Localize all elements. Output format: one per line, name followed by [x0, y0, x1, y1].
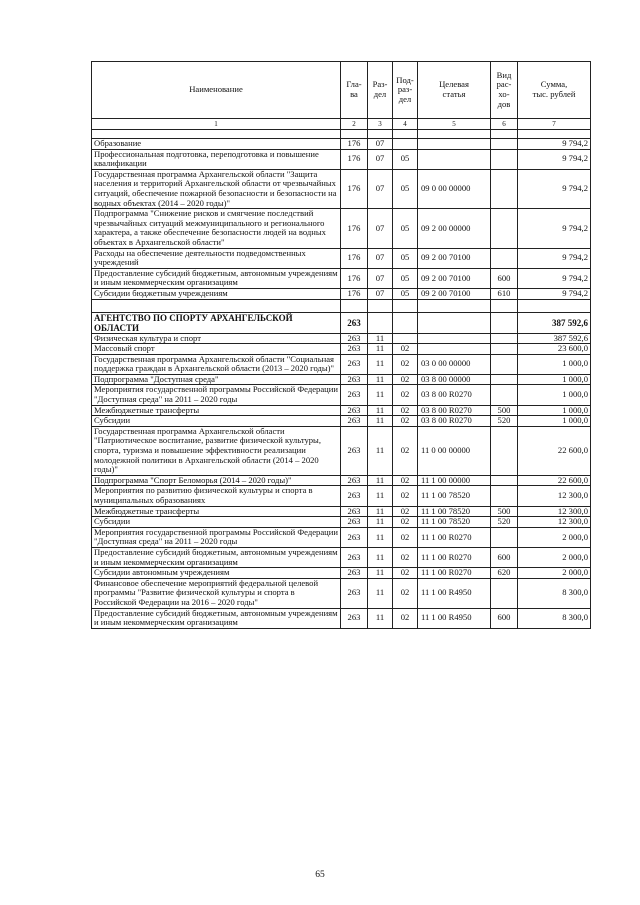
row-exptype-cell [491, 209, 518, 248]
row-chapter-cell: 263 [341, 385, 368, 405]
table-row [92, 547, 591, 567]
row-section-cell: 11 [368, 385, 393, 405]
row-chapter-cell: 176 [341, 209, 368, 248]
row-target-cell [418, 333, 491, 344]
header-expense-type: Вид рас- хо- дов [491, 62, 518, 119]
row-sum-cell: 9 794,2 [518, 288, 591, 299]
table-row [92, 416, 591, 427]
row-sum-cell: 1 000,0 [518, 405, 591, 416]
row-sum-cell: 22 600,0 [518, 475, 591, 486]
row-subsection-cell: 02 [393, 547, 418, 567]
table-row [92, 248, 591, 268]
row-exptype-cell: 520 [491, 517, 518, 528]
row-target-cell: 03 0 00 00000 [418, 354, 491, 374]
column-number: 1 [92, 119, 341, 130]
table-row [92, 288, 591, 299]
row-chapter-cell: 263 [341, 578, 368, 608]
row-section-cell: 11 [368, 354, 393, 374]
table-row [92, 517, 591, 528]
table-row [92, 426, 591, 475]
header-section: Раз- дел [368, 62, 393, 119]
empty-cell [368, 299, 393, 312]
row-name-cell: Массовый спорт [92, 344, 341, 355]
table-row [92, 568, 591, 579]
budget-table [91, 61, 591, 629]
row-name-cell: Мероприятия государственной программы Российской Федерации "Доступная среда" на 2011 – 2020 годы [92, 527, 341, 547]
agency-row [92, 312, 591, 333]
empty-cell [368, 130, 393, 139]
empty-cell [341, 130, 368, 139]
row-exptype-cell: 610 [491, 288, 518, 299]
row-chapter-cell: 176 [341, 268, 368, 288]
row-section-cell: 07 [368, 248, 393, 268]
row-target-cell: 11 0 00 00000 [418, 426, 491, 475]
row-section-cell: 11 [368, 578, 393, 608]
row-subsection-cell: 02 [393, 385, 418, 405]
row-sum-cell: 9 794,2 [518, 248, 591, 268]
row-target-cell: 09 2 00 70100 [418, 268, 491, 288]
row-section-cell: 07 [368, 268, 393, 288]
row-chapter-cell: 263 [341, 374, 368, 385]
row-subsection-cell: 05 [393, 288, 418, 299]
row-name-cell: Образование [92, 139, 341, 150]
row-sum-cell: 23 600,0 [518, 344, 591, 355]
row-target-cell: 03 8 00 R0270 [418, 385, 491, 405]
row-name-cell: Межбюджетные трансферты [92, 405, 341, 416]
row-chapter-cell: 263 [341, 416, 368, 427]
row-section-cell: 11 [368, 568, 393, 579]
row-chapter-cell: 263 [341, 344, 368, 355]
header-name: Наименование [92, 62, 341, 119]
row-exptype-cell [491, 169, 518, 208]
row-exptype-cell [491, 385, 518, 405]
row-subsection-cell: 02 [393, 354, 418, 374]
table-row [92, 354, 591, 374]
empty-cell [491, 130, 518, 139]
row-section-cell: 11 [368, 547, 393, 567]
row-subsection-cell: 02 [393, 578, 418, 608]
row-name-cell: Профессиональная подготовка, переподготовка и повышение квалификации [92, 149, 341, 169]
row-target-cell [418, 149, 491, 169]
row-section-cell: 11 [368, 405, 393, 416]
row-target-cell [418, 139, 491, 150]
row-chapter-cell: 176 [341, 288, 368, 299]
row-chapter-cell: 263 [341, 475, 368, 486]
spacer-row [92, 299, 591, 312]
agency-chapter-cell: 263 [341, 312, 368, 333]
row-target-cell [418, 344, 491, 355]
row-sum-cell: 2 000,0 [518, 568, 591, 579]
row-subsection-cell: 02 [393, 527, 418, 547]
row-subsection-cell: 02 [393, 608, 418, 628]
table-row [92, 169, 591, 208]
row-chapter-cell: 263 [341, 333, 368, 344]
page-number: 65 [315, 870, 325, 880]
row-section-cell: 11 [368, 475, 393, 486]
empty-cell [491, 312, 518, 333]
row-exptype-cell [491, 354, 518, 374]
column-number: 4 [393, 119, 418, 130]
row-chapter-cell: 263 [341, 547, 368, 567]
row-sum-cell: 12 300,0 [518, 517, 591, 528]
row-subsection-cell [393, 333, 418, 344]
row-exptype-cell [491, 344, 518, 355]
empty-cell [518, 299, 591, 312]
row-name-cell: Субсидии автономным учреждениям [92, 568, 341, 579]
column-number: 2 [341, 119, 368, 130]
row-chapter-cell: 263 [341, 354, 368, 374]
column-number: 6 [491, 119, 518, 130]
agency-sum-cell: 387 592,6 [518, 312, 591, 333]
row-name-cell: Предоставление субсидий бюджетным, автономным учреждениям и иным некоммерческим организациям [92, 608, 341, 628]
row-sum-cell: 9 794,2 [518, 169, 591, 208]
row-subsection-cell: 02 [393, 416, 418, 427]
row-sum-cell: 9 794,2 [518, 139, 591, 150]
empty-cell [418, 312, 491, 333]
row-sum-cell: 1 000,0 [518, 354, 591, 374]
row-sum-cell: 1 000,0 [518, 385, 591, 405]
row-section-cell: 11 [368, 527, 393, 547]
header-sum: Сумма, тыс. рублей [518, 62, 591, 119]
row-sum-cell: 12 300,0 [518, 486, 591, 506]
empty-cell [518, 130, 591, 139]
table-row [92, 139, 591, 150]
row-exptype-cell [491, 333, 518, 344]
column-number: 5 [418, 119, 491, 130]
row-exptype-cell [491, 578, 518, 608]
row-exptype-cell: 600 [491, 608, 518, 628]
row-target-cell: 09 2 00 00000 [418, 209, 491, 248]
row-target-cell: 09 2 00 70100 [418, 248, 491, 268]
row-sum-cell: 8 300,0 [518, 608, 591, 628]
row-name-cell: Межбюджетные трансферты [92, 506, 341, 517]
row-chapter-cell: 176 [341, 169, 368, 208]
column-number: 3 [368, 119, 393, 130]
row-chapter-cell: 176 [341, 248, 368, 268]
row-target-cell: 11 1 00 78520 [418, 517, 491, 528]
row-subsection-cell: 02 [393, 426, 418, 475]
row-exptype-cell: 520 [491, 416, 518, 427]
table-header-row [92, 62, 591, 119]
row-chapter-cell: 263 [341, 608, 368, 628]
row-section-cell: 11 [368, 416, 393, 427]
row-target-cell: 11 1 00 R0270 [418, 568, 491, 579]
row-section-cell: 07 [368, 149, 393, 169]
empty-cell [92, 130, 341, 139]
empty-cell [368, 312, 393, 333]
row-subsection-cell: 02 [393, 568, 418, 579]
row-exptype-cell: 620 [491, 568, 518, 579]
row-subsection-cell: 02 [393, 344, 418, 355]
row-chapter-cell: 263 [341, 405, 368, 416]
row-sum-cell: 9 794,2 [518, 149, 591, 169]
row-sum-cell: 1 000,0 [518, 416, 591, 427]
row-target-cell: 11 1 00 R4950 [418, 578, 491, 608]
row-target-cell: 11 1 00 00000 [418, 475, 491, 486]
table-row [92, 333, 591, 344]
table-row [92, 344, 591, 355]
row-sum-cell: 9 794,2 [518, 268, 591, 288]
row-target-cell: 11 1 00 R0270 [418, 547, 491, 567]
row-name-cell: Предоставление субсидий бюджетным, автономным учреждениям и иным некоммерческим организациям [92, 547, 341, 567]
table-row [92, 405, 591, 416]
row-exptype-cell [491, 149, 518, 169]
row-section-cell: 11 [368, 486, 393, 506]
row-target-cell: 11 1 00 78520 [418, 506, 491, 517]
row-chapter-cell: 263 [341, 527, 368, 547]
row-name-cell: Мероприятия государственной программы Российской Федерации "Доступная среда" на 2011 – 2020 годы [92, 385, 341, 405]
row-exptype-cell [491, 475, 518, 486]
row-section-cell: 07 [368, 169, 393, 208]
row-subsection-cell: 02 [393, 405, 418, 416]
row-section-cell: 11 [368, 426, 393, 475]
row-name-cell: Субсидии [92, 416, 341, 427]
empty-cell [92, 299, 341, 312]
row-target-cell: 09 2 00 70100 [418, 288, 491, 299]
table-row [92, 527, 591, 547]
row-exptype-cell [491, 426, 518, 475]
row-target-cell: 11 1 00 78520 [418, 486, 491, 506]
row-sum-cell: 8 300,0 [518, 578, 591, 608]
table-row [92, 209, 591, 248]
row-subsection-cell: 02 [393, 475, 418, 486]
row-chapter-cell: 263 [341, 486, 368, 506]
header-chapter: Гла- ва [341, 62, 368, 119]
row-name-cell: Государственная программа Архангельской области "Социальная поддержка граждан в Архангельской области (2013 – 2020 годы)" [92, 354, 341, 374]
table-row [92, 608, 591, 628]
row-section-cell: 07 [368, 209, 393, 248]
empty-cell [341, 299, 368, 312]
row-section-cell: 11 [368, 333, 393, 344]
row-chapter-cell: 263 [341, 426, 368, 475]
row-target-cell: 03 8 00 00000 [418, 374, 491, 385]
row-target-cell: 11 1 00 R0270 [418, 527, 491, 547]
row-section-cell: 07 [368, 139, 393, 150]
row-name-cell: Подпрограмма "Доступная среда" [92, 374, 341, 385]
row-subsection-cell [393, 139, 418, 150]
row-section-cell: 11 [368, 608, 393, 628]
empty-cell [393, 299, 418, 312]
header-subsection: Под- раз- дел [393, 62, 418, 119]
row-subsection-cell: 05 [393, 248, 418, 268]
row-name-cell: Государственная программа Архангельской области "Патриотическое воспитание, развитие физической культуры, спорта, туризма и повышение эффективности реализации молодежной политики в Архангельской области (2014 – 2020 годы)" [92, 426, 341, 475]
table-row [92, 486, 591, 506]
row-name-cell: Государственная программа Архангельской области "Защита населения и территорий Архангельской области от чрезвычайных ситуаций, обеспечение пожарной безопасности и безопасности на водных объектах (2014 – 2020 годы)" [92, 169, 341, 208]
table-row [92, 149, 591, 169]
column-number-row [92, 119, 591, 130]
table-row [92, 578, 591, 608]
row-name-cell: Мероприятия по развитию физической культуры и спорта в муниципальных образованиях [92, 486, 341, 506]
row-chapter-cell: 263 [341, 506, 368, 517]
row-name-cell: Физическая культура и спорт [92, 333, 341, 344]
row-sum-cell: 12 300,0 [518, 506, 591, 517]
row-target-cell: 03 8 00 R0270 [418, 405, 491, 416]
row-exptype-cell: 600 [491, 547, 518, 567]
row-subsection-cell: 05 [393, 268, 418, 288]
row-sum-cell: 2 000,0 [518, 547, 591, 567]
row-exptype-cell [491, 248, 518, 268]
row-subsection-cell: 02 [393, 374, 418, 385]
row-name-cell: Расходы на обеспечение деятельности подведомственных учреждений [92, 248, 341, 268]
row-exptype-cell: 500 [491, 506, 518, 517]
row-exptype-cell [491, 486, 518, 506]
row-section-cell: 07 [368, 288, 393, 299]
row-section-cell: 11 [368, 374, 393, 385]
row-exptype-cell [491, 139, 518, 150]
row-subsection-cell: 05 [393, 149, 418, 169]
row-subsection-cell: 02 [393, 506, 418, 517]
row-sum-cell: 9 794,2 [518, 209, 591, 248]
header-target-article: Целевая статья [418, 62, 491, 119]
row-name-cell: Подпрограмма "Спорт Беломорья (2014 – 2020 годы)" [92, 475, 341, 486]
row-chapter-cell: 263 [341, 568, 368, 579]
table-row [92, 374, 591, 385]
row-exptype-cell [491, 374, 518, 385]
row-subsection-cell: 02 [393, 486, 418, 506]
row-sum-cell: 1 000,0 [518, 374, 591, 385]
spacer-row [92, 130, 591, 139]
row-target-cell: 03 8 00 R0270 [418, 416, 491, 427]
row-exptype-cell [491, 527, 518, 547]
empty-cell [491, 299, 518, 312]
row-sum-cell: 387 592,6 [518, 333, 591, 344]
row-section-cell: 11 [368, 506, 393, 517]
row-name-cell: Субсидии бюджетным учреждениям [92, 288, 341, 299]
row-subsection-cell: 05 [393, 209, 418, 248]
row-section-cell: 11 [368, 344, 393, 355]
agency-name-cell: АГЕНТСТВО ПО СПОРТУ АРХАНГЕЛЬСКОЙ ОБЛАСТИ [92, 312, 341, 333]
column-number: 7 [518, 119, 591, 130]
row-chapter-cell: 263 [341, 517, 368, 528]
empty-cell [393, 312, 418, 333]
row-target-cell: 11 1 00 R4950 [418, 608, 491, 628]
row-exptype-cell: 500 [491, 405, 518, 416]
row-chapter-cell: 176 [341, 139, 368, 150]
row-name-cell: Финансовое обеспечение мероприятий федеральной целевой программы "Развитие физической культуры и спорта в Российской Федерации на 2016 – 2020 годы" [92, 578, 341, 608]
row-sum-cell: 2 000,0 [518, 527, 591, 547]
row-exptype-cell: 600 [491, 268, 518, 288]
row-target-cell: 09 0 00 00000 [418, 169, 491, 208]
row-chapter-cell: 176 [341, 149, 368, 169]
row-name-cell: Подпрограмма "Снижение рисков и смягчение последствий чрезвычайных ситуаций межмуниципального и регионального характера, а также обеспечение безопасности людей на водных объектах в Архангельской области" [92, 209, 341, 248]
row-subsection-cell: 05 [393, 169, 418, 208]
row-subsection-cell: 02 [393, 517, 418, 528]
row-section-cell: 11 [368, 517, 393, 528]
empty-cell [418, 130, 491, 139]
table-row [92, 506, 591, 517]
table-row [92, 475, 591, 486]
empty-cell [393, 130, 418, 139]
row-sum-cell: 22 600,0 [518, 426, 591, 475]
empty-cell [418, 299, 491, 312]
row-name-cell: Предоставление субсидий бюджетным, автономным учреждениям и иным некоммерческим организациям [92, 268, 341, 288]
table-row [92, 268, 591, 288]
table-row [92, 385, 591, 405]
row-name-cell: Субсидии [92, 517, 341, 528]
